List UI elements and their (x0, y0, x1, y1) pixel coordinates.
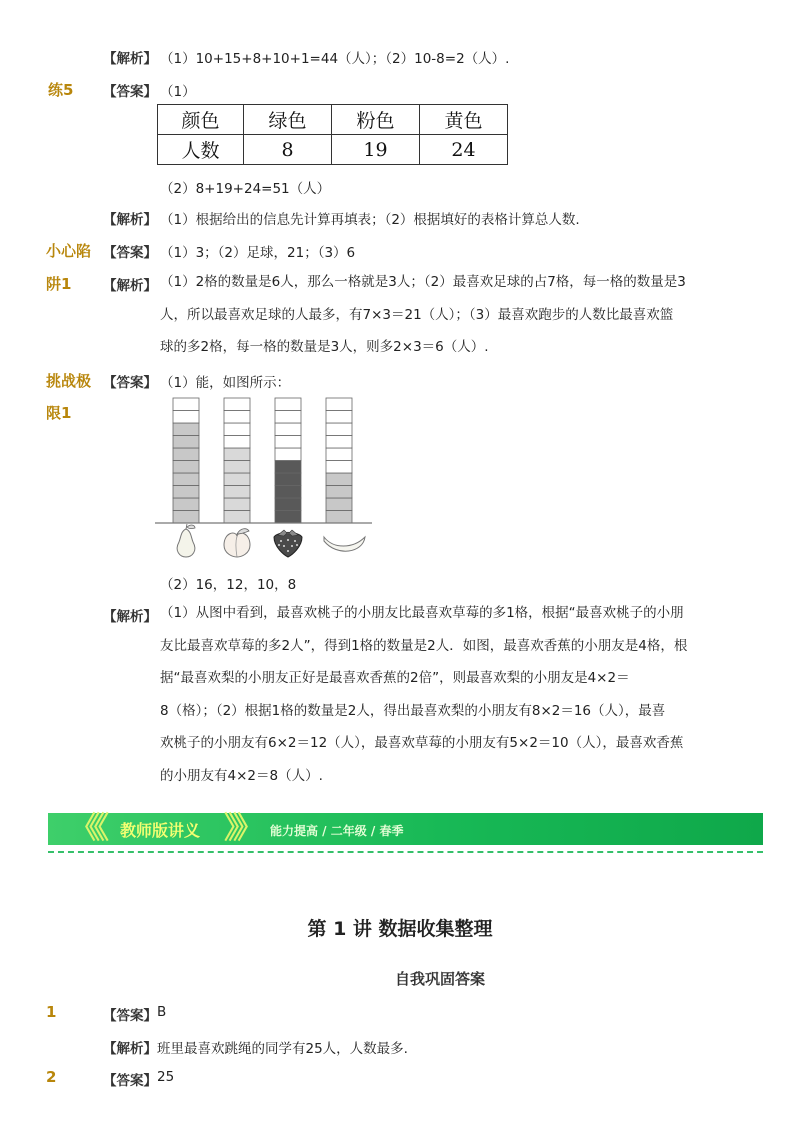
answer-text: 25 (157, 1069, 175, 1085)
banner-subtitle: 能力提高 / 二年级 / 春季 (270, 824, 404, 838)
table-cell: 8 (244, 135, 332, 165)
bar-cell-filled (173, 511, 199, 524)
table-cell: 颜色 (158, 105, 244, 135)
table-cell: 粉色 (332, 105, 420, 135)
strawberry-seed-icon (291, 545, 293, 547)
analysis-line: 欢桃子的小朋友有6×2＝12（人），最喜欢草莓的小朋友有5×2＝10（人），最喜欢香蕉 (160, 735, 684, 751)
bar-cell-filled (326, 473, 352, 486)
analysis-tag: 【解析】 (103, 212, 157, 228)
lecture-title: 第 1 讲 数据收集整理 (307, 918, 493, 940)
strawberry-seed-icon (294, 540, 296, 542)
bar-cell-empty (224, 423, 250, 436)
bar-cell-empty (275, 398, 301, 411)
section-label-trap1: 小心陷 (46, 242, 92, 260)
answer-tag: 【答案】 (103, 375, 157, 391)
analysis-text: （1）根据给出的信息先计算再填表；（2）根据填好的表格计算总人数. (160, 212, 580, 228)
answer-text: （1）能，如图所示： (160, 375, 291, 391)
answer-table (157, 104, 508, 165)
strawberry-seed-icon (278, 544, 280, 546)
analysis-line: 据“最喜欢梨的小朋友正好是最喜欢香蕉的2倍”，则最喜欢梨的小朋友是4×2＝ (160, 670, 630, 686)
bar-cell-filled (224, 473, 250, 486)
section-label-lian5: 练5 (48, 81, 74, 99)
bar-cell-filled (173, 423, 199, 436)
double-chevron-right-icon: 》》 (224, 811, 257, 846)
analysis-tag: 【解析】 (103, 1041, 157, 1057)
bar-cell-filled (173, 498, 199, 511)
answer-tag: 【答案】 (103, 1073, 157, 1089)
bar-cell-empty (275, 411, 301, 424)
peach-leaf-icon (237, 529, 249, 534)
bar-cell-empty (173, 398, 199, 411)
answer-tag: 【答案】 (103, 84, 157, 100)
strawberry-seed-icon (283, 545, 285, 547)
analysis-text: 班里最喜欢跳绳的同学有25人，人数最多. (157, 1041, 408, 1057)
table-cell: 24 (420, 135, 508, 165)
question-number: 2 (46, 1068, 57, 1086)
bar-cell-filled (326, 486, 352, 499)
bar-cell-empty (173, 411, 199, 424)
bar-cell-filled (173, 486, 199, 499)
bar-cell-empty (275, 448, 301, 461)
section-label-trap1-line2: 阱1 (46, 275, 72, 293)
answer-text: （1）3；（2）足球，21；（3）6 (160, 245, 356, 261)
bar-cell-empty (326, 423, 352, 436)
banana-icon (324, 537, 365, 551)
analysis-tag: 【解析】 (103, 609, 157, 625)
bar-cell-filled (275, 498, 301, 511)
bar-cell-filled (173, 436, 199, 449)
table-row (158, 135, 508, 165)
analysis-line: 的小朋友有4×2＝8（人）. (160, 767, 323, 784)
bar-cell-empty (326, 448, 352, 461)
bar-cell-empty (326, 398, 352, 411)
bar-cell-filled (173, 461, 199, 474)
analysis-paragraph (160, 597, 720, 792)
pear-stem-icon (186, 524, 195, 529)
bar-cell-empty (326, 411, 352, 424)
bar-cell-filled (326, 498, 352, 511)
analysis-text: （1）10+15+8+10+1=44（人）；（2）10-8=2（人）. (160, 51, 510, 67)
bar-cell-filled (326, 511, 352, 524)
bar-cell-filled (224, 498, 250, 511)
table-cell: 人数 (158, 135, 244, 165)
bar-cell-empty (275, 436, 301, 449)
analysis-paragraph (160, 266, 720, 364)
bar-cell-empty (224, 398, 250, 411)
banner-title: 教师版讲义 (120, 821, 201, 840)
header-banner (48, 813, 763, 845)
bar-cell-empty (224, 436, 250, 449)
divider (48, 851, 763, 853)
lecture-subtitle: 自我巩固答案 (394, 970, 485, 988)
bar-cell-filled (224, 486, 250, 499)
answer-tag: 【答案】 (103, 1008, 157, 1024)
bar-cell-filled (275, 473, 301, 486)
strawberry-seed-icon (287, 539, 289, 541)
bar-cell-filled (224, 461, 250, 474)
bar-cell-filled (275, 461, 301, 474)
answer-text: （2）16，12，10，8 (160, 577, 297, 593)
bar-cell-filled (224, 448, 250, 461)
double-chevron-left-icon: 《《 (70, 811, 103, 846)
analysis-line: （1）从图中看到，最喜欢桃子的小朋友比最喜欢草莓的多1格，根据“最喜欢桃子的小朋 (160, 605, 684, 621)
bar-cell-filled (173, 473, 199, 486)
bar-cell-filled (275, 511, 301, 524)
analysis-tag: 【解析】 (103, 278, 157, 294)
bar-cell-empty (326, 461, 352, 474)
fruit-bar-chart (150, 390, 380, 565)
pear-icon (177, 529, 195, 557)
bar-cell-filled (173, 448, 199, 461)
bar-cell-empty (224, 411, 250, 424)
table-cell: 19 (332, 135, 420, 165)
analysis-tag: 【解析】 (103, 51, 157, 67)
analysis-line: 球的多2格，每一格的数量是3人，则多2×3＝6（人）. (160, 339, 489, 355)
analysis-line: 8（格）；（2）根据1格的数量是2人，得出最喜欢梨的小朋友有8×2＝16（人），最喜 (160, 702, 666, 719)
analysis-line: （1）2格的数量是6人，那么一格就是3人；（2）最喜欢足球的占7格，每一格的数量是3 (160, 274, 686, 290)
strawberry-seed-icon (287, 550, 289, 552)
analysis-line: 人，所以最喜欢足球的人最多，有7×3＝21（人）；（3）最喜欢跑步的人数比最喜欢篮 (160, 306, 674, 323)
section-label-challenge1-line2: 限1 (46, 404, 72, 422)
answer-text: （2）8+19+24=51（人） (160, 181, 331, 197)
question-number: 1 (46, 1003, 57, 1021)
answer-tag: 【答案】 (103, 245, 157, 261)
table-cell: 黄色 (420, 105, 508, 135)
bar-cell-empty (326, 436, 352, 449)
answer-text: （1） (160, 84, 196, 100)
strawberry-seed-icon (296, 544, 298, 546)
table-cell: 绿色 (244, 105, 332, 135)
bar-cell-filled (224, 511, 250, 524)
strawberry-seed-icon (280, 540, 282, 542)
bar-cell-filled (275, 486, 301, 499)
answer-text: B (157, 1004, 167, 1020)
bar-cell-empty (275, 423, 301, 436)
table-row (158, 105, 508, 135)
analysis-line: 友比最喜欢草莓的多2人”，得到1格的数量是2人．如图，最喜欢香蕉的小朋友是4格，根 (160, 637, 688, 654)
section-label-challenge1: 挑战极 (46, 372, 92, 390)
